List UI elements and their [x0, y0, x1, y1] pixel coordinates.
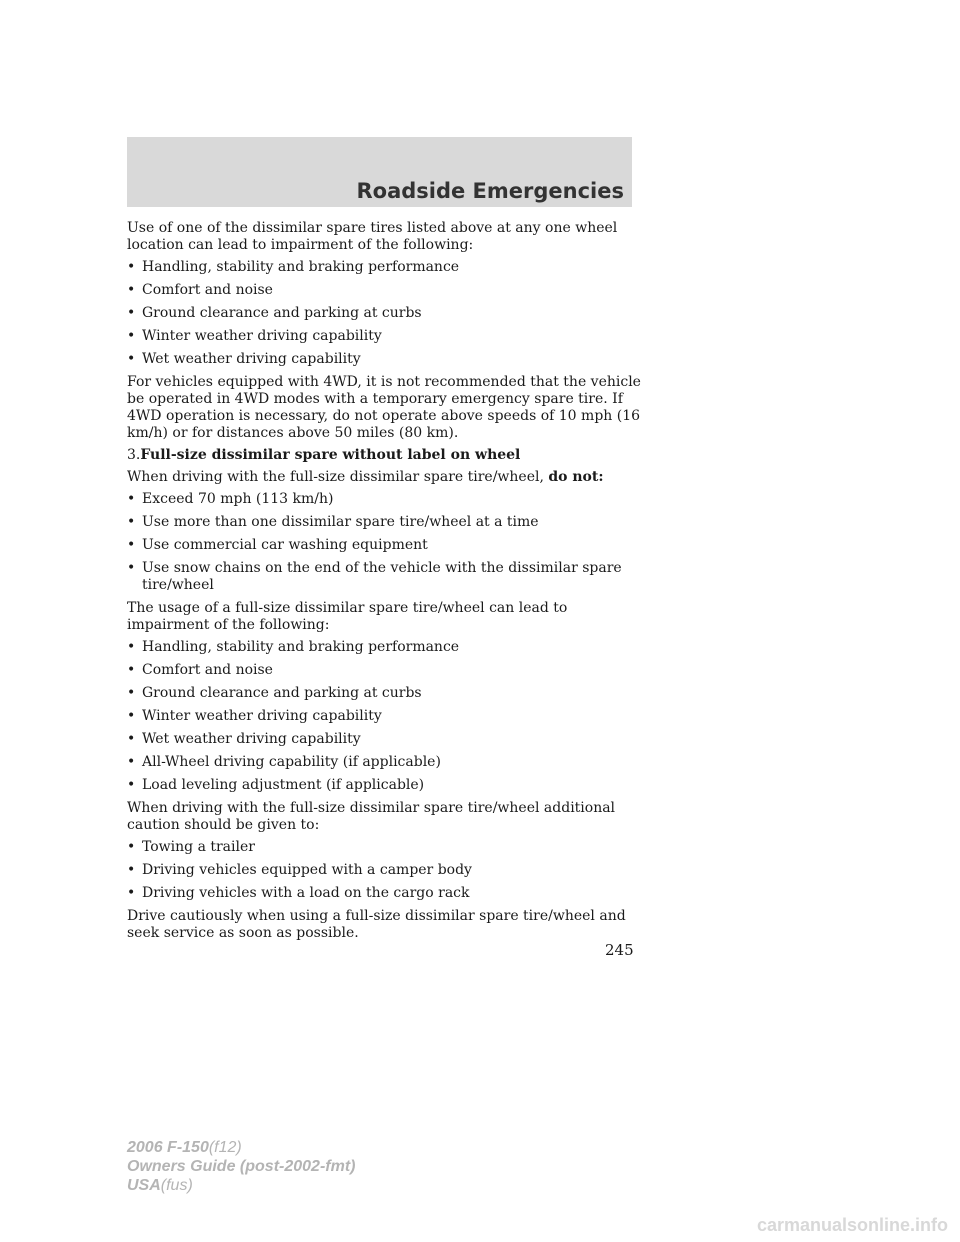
bullet-icon: •	[127, 731, 136, 747]
bullet-icon: •	[127, 708, 136, 724]
list-item: • Load leveling adjustment (if applicable)	[127, 777, 425, 793]
intro-paragraph: Use of one of the dissimilar spare tires listed above at any one wheel location can lead to impairment of the following:	[127, 220, 618, 253]
page-body	[127, 220, 647, 947]
list-item: • Exceed 70 mph (113 km/h)	[127, 491, 334, 507]
bullet-icon: •	[127, 514, 136, 530]
list-item: • Use commercial car washing equipment	[127, 537, 428, 553]
footer-line-region: USA(fus)	[127, 1177, 193, 1194]
bullet-icon: •	[127, 305, 136, 321]
list-item: • Handling, stability and braking performance	[127, 639, 460, 655]
impairment-list	[127, 259, 647, 368]
section-header-band	[127, 137, 632, 207]
list-item: • All-Wheel driving capability (if applicable)	[127, 754, 441, 770]
list-item: • Comfort and noise	[127, 662, 273, 678]
bullet-icon: •	[127, 328, 136, 344]
bullet-icon: •	[127, 754, 136, 770]
list-item: • Ground clearance and parking at curbs	[127, 685, 422, 701]
bullet-icon: •	[127, 885, 136, 901]
list-item: • Use more than one dissimilar spare tire/wheel at a time	[127, 514, 539, 530]
list-item: • Driving vehicles equipped with a camper body	[127, 862, 472, 878]
driving-intro: When driving with the full-size dissimilar spare tire/wheel, do not:	[127, 469, 604, 485]
closing-paragraph: Drive cautiously when using a full-size dissimilar spare tire/wheel and seek service as soon as possible.	[127, 908, 626, 941]
list-item: • Comfort and noise	[127, 282, 273, 298]
bullet-icon: •	[127, 351, 136, 367]
usage-intro: The usage of a full-size dissimilar spare tire/wheel can lead to impairment of the following:	[127, 600, 568, 633]
list-item: • Wet weather driving capability	[127, 731, 361, 747]
list-item: • Winter weather driving capability	[127, 708, 382, 724]
bullet-icon: •	[127, 491, 136, 507]
list-item: • Handling, stability and braking performance	[127, 259, 460, 275]
footer-line-model: 2006 F-150(f12)	[127, 1139, 242, 1156]
bullet-icon: •	[127, 639, 136, 655]
caution-list	[127, 839, 647, 902]
bullet-icon: •	[127, 662, 136, 678]
bullet-icon: •	[127, 537, 136, 553]
list-item: • Use snow chains on the end of the vehicle with the dissimilar spare tire/wheel	[127, 560, 622, 593]
usage-impairment-list	[127, 639, 647, 794]
section-title: Roadside Emergencies	[356, 179, 624, 203]
step-3-heading	[127, 447, 647, 464]
bullet-icon: •	[127, 862, 136, 878]
bullet-icon: •	[127, 839, 136, 855]
step-number: 3.	[127, 447, 141, 463]
caution-intro: When driving with the full-size dissimilar spare tire/wheel additional caution should be given to:	[127, 800, 616, 833]
list-item: • Winter weather driving capability	[127, 328, 382, 344]
list-item: • Driving vehicles with a load on the cargo rack	[127, 885, 470, 901]
page-number: 245	[605, 941, 634, 959]
list-item: • Ground clearance and parking at curbs	[127, 305, 422, 321]
document-footer	[127, 1138, 355, 1195]
list-item: • Towing a trailer	[127, 839, 255, 855]
bullet-icon: •	[127, 282, 136, 298]
list-item: • Wet weather driving capability	[127, 351, 361, 367]
fourwd-note: For vehicles equipped with 4WD, it is not recommended that the vehicle be operated in 4WD modes with a temporary emergency spare tire. If 4WD operation is necessary, do not operate above speeds of 10 mph (16 km/h) or for distances above 50 miles (80 km).	[127, 374, 641, 441]
bullet-icon: •	[127, 685, 136, 701]
step-title: Full-size dissimilar spare without label on wheel	[140, 447, 521, 463]
bullet-icon: •	[127, 777, 136, 793]
bullet-icon: •	[127, 560, 136, 576]
do-not-list	[127, 491, 647, 594]
footer-line-guide: Owners Guide (post-2002-fmt)	[127, 1158, 356, 1175]
site-watermark: carmanualsonline.info	[756, 1215, 948, 1235]
bullet-icon: •	[127, 259, 136, 275]
do-not-emphasis: do not:	[548, 469, 604, 485]
